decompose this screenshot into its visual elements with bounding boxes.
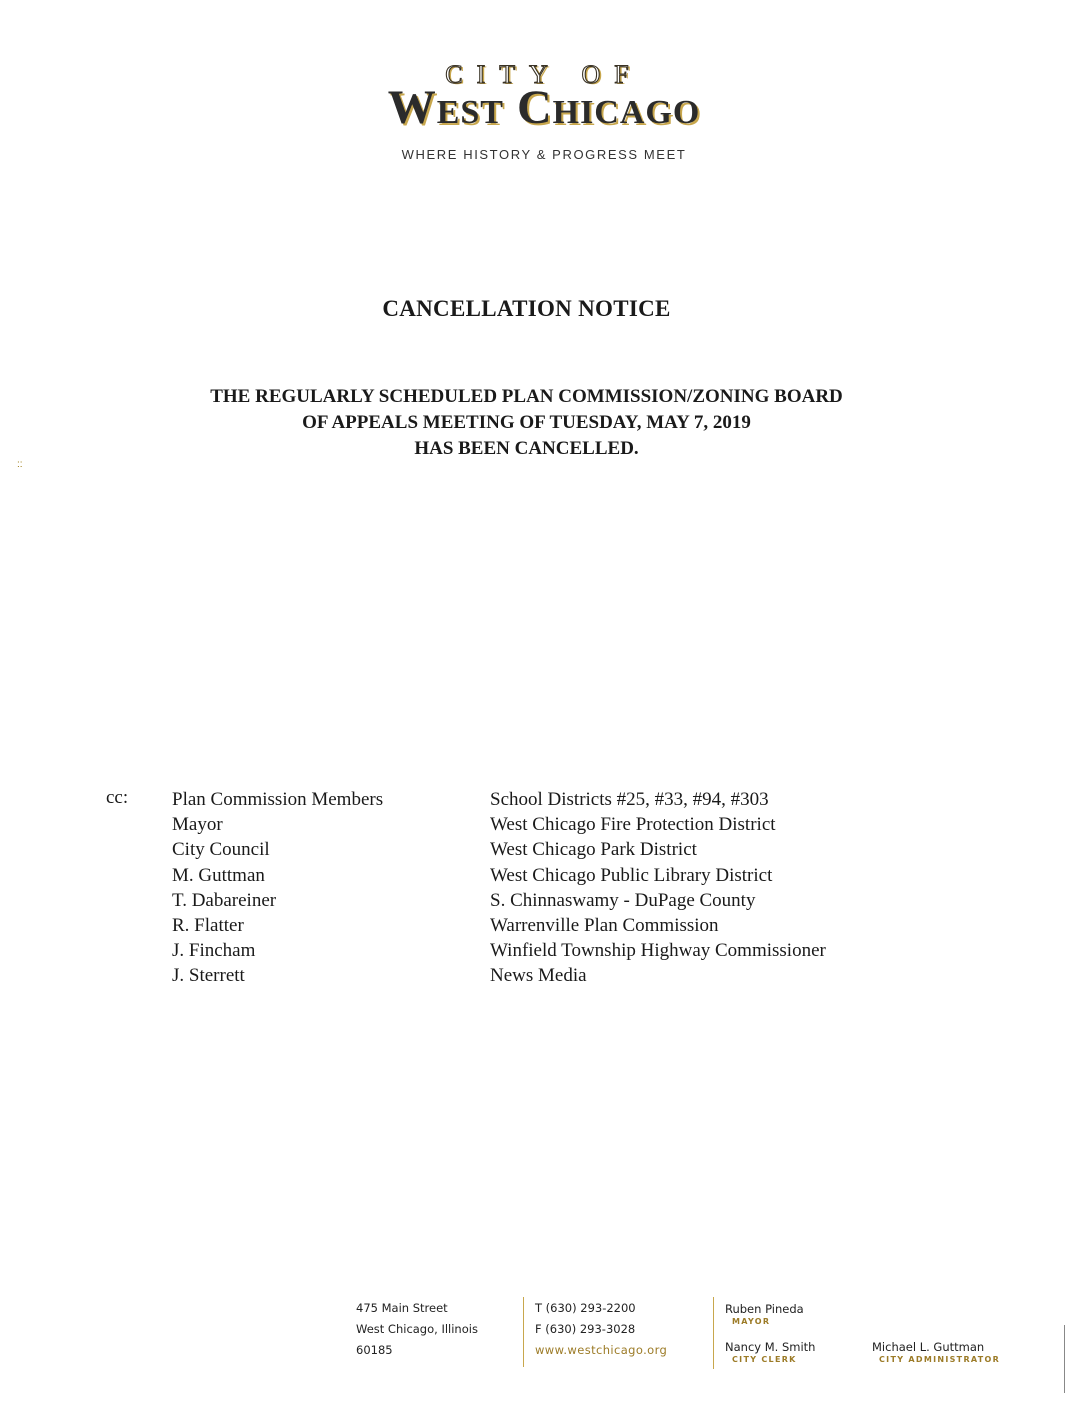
address-city: West Chicago, Illinois — [356, 1322, 478, 1336]
footer-contact — [535, 1298, 667, 1361]
cc-recipient: Plan Commission Members — [172, 789, 384, 810]
cc-label: cc: — [106, 787, 129, 808]
official-name: Michael L. Guttman — [872, 1340, 985, 1354]
announcement-line: THE REGULARLY SCHEDULED PLAN COMMISSION/ZONING BOARD — [210, 386, 843, 407]
official-name: Ruben Pineda — [725, 1302, 804, 1316]
phone-number: T (630) 293-2200 — [535, 1301, 636, 1315]
cc-recipient: Warrenville Plan Commission — [490, 915, 719, 937]
cc-left-column — [172, 787, 383, 989]
footer-address — [356, 1298, 478, 1361]
cc-recipient: Mayor — [172, 814, 223, 836]
cc-recipient: J. Sterrett — [172, 965, 245, 987]
official-mayor — [725, 1302, 804, 1326]
official-city-administrator — [872, 1340, 1000, 1364]
announcement-line: HAS BEEN CANCELLED. — [414, 438, 639, 459]
cc-recipient: J. Fincham — [172, 940, 256, 962]
cc-recipient: News Media — [490, 965, 587, 987]
cc-recipient: City Council — [172, 839, 270, 861]
announcement — [150, 384, 903, 462]
margin-mark: :: — [17, 459, 23, 470]
cc-recipient: West Chicago Park District — [490, 839, 697, 861]
cc-recipient: School Districts #25, #33, #94, #303 — [490, 789, 769, 810]
cc-recipient: T. Dabareiner — [172, 889, 277, 911]
cc-recipient: M. Guttman — [172, 864, 265, 886]
tagline: WHERE HISTORY & PROGRESS MEET — [401, 147, 687, 162]
cc-recipient: S. Chinnaswamy - DuPage County — [490, 889, 756, 911]
cc-recipient: West Chicago Fire Protection District — [490, 814, 776, 836]
west-chicago-logo-text: West Chicago — [387, 81, 701, 134]
official-role: CITY CLERK — [732, 1355, 797, 1364]
cc-recipient: R. Flatter — [172, 915, 244, 937]
cc-recipient: West Chicago Public Library District — [490, 864, 773, 886]
address-zip: 60185 — [356, 1343, 393, 1357]
cc-recipient: Winfield Township Highway Commissioner — [490, 940, 826, 962]
city-of-logo-text: CITY OF — [445, 60, 643, 89]
footer-divider — [523, 1297, 524, 1367]
address-street: 475 Main Street — [356, 1301, 448, 1315]
notice-title: CANCELLATION NOTICE — [382, 296, 671, 321]
official-role: CITY ADMINISTRATOR — [879, 1355, 1001, 1364]
scan-edge-line — [1064, 1325, 1065, 1393]
announcement-line: OF APPEALS MEETING OF TUESDAY, MAY 7, 2019 — [302, 412, 751, 433]
official-name: Nancy M. Smith — [725, 1340, 816, 1354]
footer-divider — [713, 1297, 714, 1369]
fax-number: F (630) 293-3028 — [535, 1322, 636, 1336]
official-role: MAYOR — [732, 1317, 771, 1326]
official-city-clerk — [725, 1340, 815, 1364]
cc-right-column — [490, 787, 826, 989]
website-link[interactable]: www.westchicago.org — [535, 1343, 668, 1357]
